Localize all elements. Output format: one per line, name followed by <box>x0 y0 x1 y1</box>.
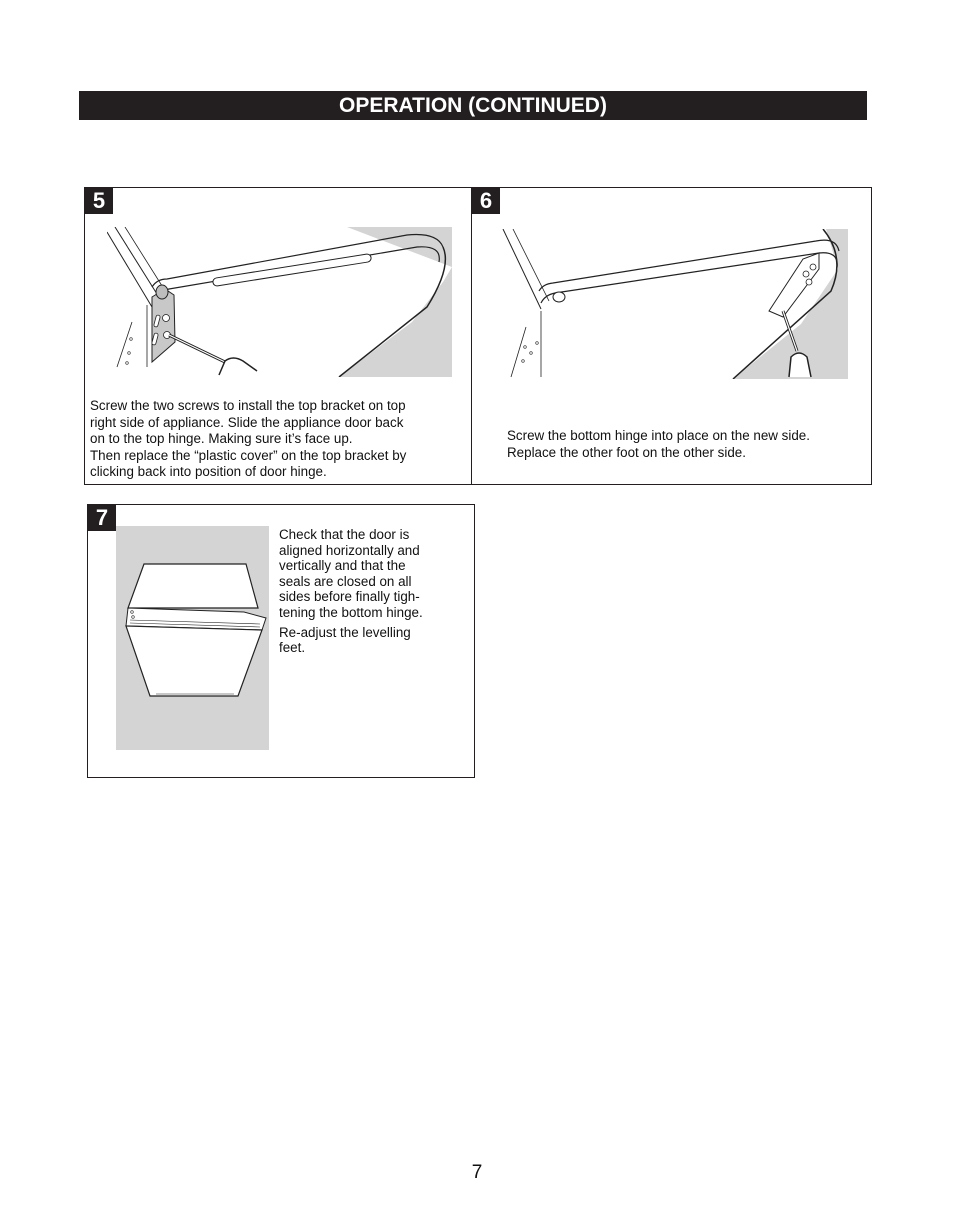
step-7-line: sides before finally tigh- <box>279 589 420 605</box>
step-6-badge: 6 <box>472 188 500 214</box>
step-5-line: on to the top hinge. Making sure it’s face up. <box>90 431 353 446</box>
step-7-paragraph <box>279 625 469 656</box>
step-5-line: right side of appliance. Slide the appliance door back <box>90 414 404 430</box>
step-7-line: Re-adjust the levelling <box>279 624 411 640</box>
refrigerator-door-illustration-icon <box>116 526 269 750</box>
step-7-panel <box>87 504 475 778</box>
page-number: 7 <box>471 1162 483 1183</box>
top-hinge-illustration-icon <box>107 227 452 377</box>
step-6-instructions <box>507 428 867 461</box>
step-5-line: Screw the two screws to install the top bracket on top <box>90 398 406 413</box>
step-7-line: seals are closed on all <box>279 573 412 589</box>
step-5-line: Then replace the “plastic cover” on the top bracket by <box>90 447 407 463</box>
step-6-line: Screw the bottom hinge into place on the new side. <box>507 428 810 443</box>
step-7-line: Check that the door is <box>279 527 410 542</box>
step-7-instructions <box>279 527 469 656</box>
step-6-panel <box>471 187 872 485</box>
step-5-instructions <box>90 398 465 481</box>
step-7-line: feet. <box>279 640 306 656</box>
step-5-panel <box>84 187 472 485</box>
step-7-badge: 7 <box>88 505 116 531</box>
page-title: OPERATION (CONTINUED) <box>79 91 867 120</box>
step-7-line: aligned horizontally and <box>279 542 420 558</box>
bottom-hinge-illustration-icon <box>501 229 848 379</box>
step-6-line: Replace the other foot on the other side. <box>507 444 746 460</box>
step-5-badge: 5 <box>85 188 113 214</box>
step-5-line: clicking back into position of door hinge. <box>90 464 327 479</box>
step-7-paragraph <box>279 527 469 621</box>
step-7-line: vertically and that the <box>279 558 406 574</box>
step-7-line: tening the bottom hinge. <box>279 604 423 620</box>
